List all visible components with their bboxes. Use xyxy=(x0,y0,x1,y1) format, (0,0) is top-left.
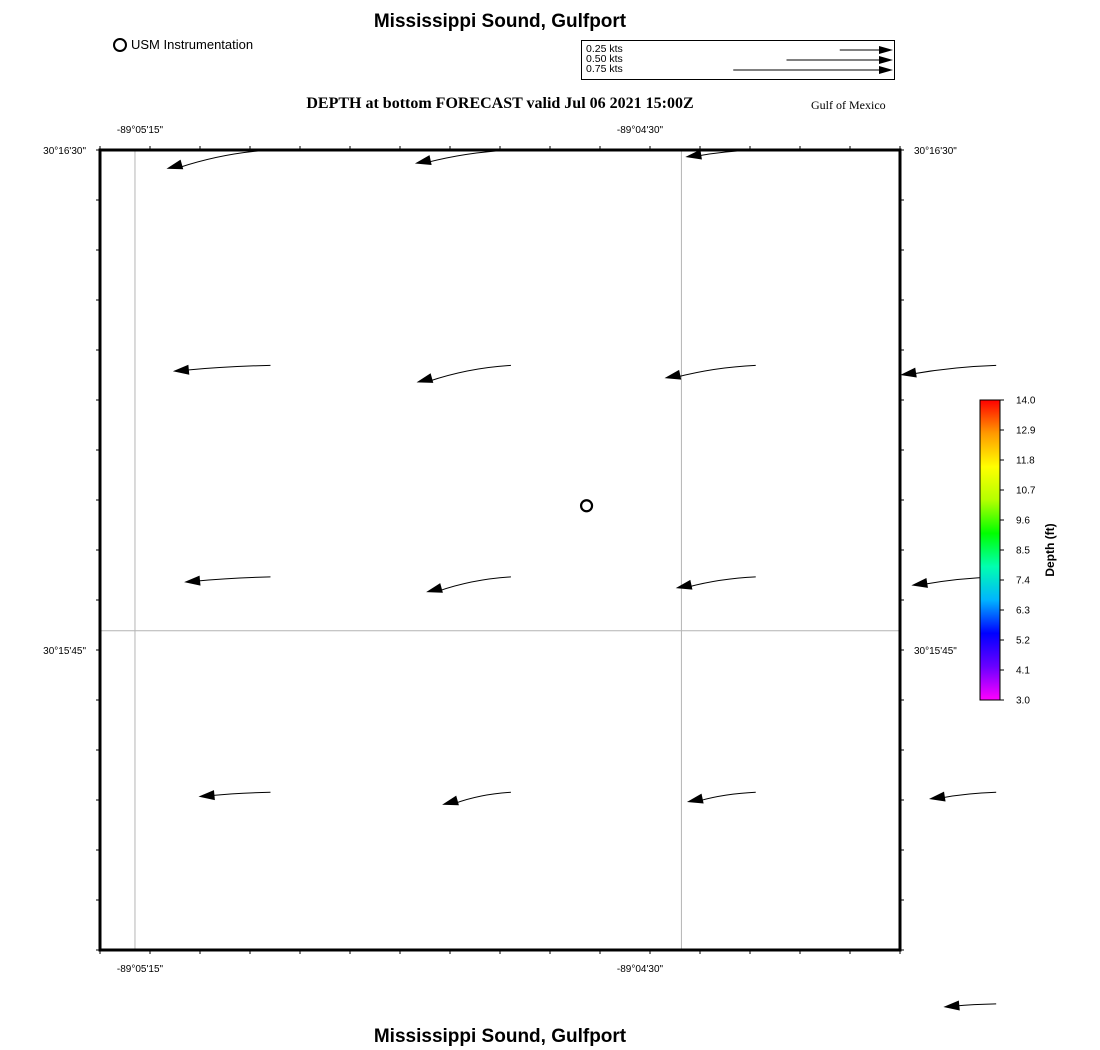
colorbar-tick-label: 14.0 xyxy=(1016,395,1036,407)
colorbar-title: Depth (ft) xyxy=(1043,523,1057,577)
current-arrowhead xyxy=(900,368,917,378)
current-arrowhead xyxy=(665,370,682,380)
colorbar-tick-label: 9.6 xyxy=(1016,515,1030,527)
colorbar-tick-label: 6.3 xyxy=(1016,605,1030,617)
current-arrowhead xyxy=(173,365,189,375)
speed-scale-arrowhead xyxy=(879,46,893,54)
forecast-title: DEPTH at bottom FORECAST valid Jul 06 2021 15:00Z xyxy=(306,95,694,112)
current-vector xyxy=(185,365,271,370)
lat-tick-label: 30°16'30" xyxy=(914,146,957,157)
speed-scale-arrowhead xyxy=(879,56,893,64)
map-frame xyxy=(100,150,900,950)
current-arrowhead xyxy=(417,373,434,383)
current-vector xyxy=(912,365,996,374)
colorbar-tick-label: 4.1 xyxy=(1016,665,1030,677)
current-vector xyxy=(677,365,756,377)
current-vector xyxy=(955,1004,996,1006)
current-arrowhead xyxy=(687,794,704,804)
colorbar-tick-label: 7.4 xyxy=(1016,575,1030,587)
lon-tick-label: -89°04'30" xyxy=(616,125,664,136)
colorbar-tick-label: 11.8 xyxy=(1016,455,1035,467)
current-vector xyxy=(429,365,511,381)
current-vector xyxy=(438,577,511,591)
circle-icon xyxy=(581,500,592,511)
speed-scale-label: 0.50 kts xyxy=(586,53,623,65)
speed-scale-label: 0.75 kts xyxy=(586,63,623,75)
depth-colorbar xyxy=(980,396,1057,707)
current-vector xyxy=(454,792,511,803)
current-arrowhead xyxy=(442,796,459,806)
current-vector xyxy=(688,577,756,587)
current-vector xyxy=(178,150,270,168)
lon-tick-label: -89°05'15" xyxy=(116,964,164,975)
speed-scale-arrowhead xyxy=(879,66,893,74)
footer-title: Mississippi Sound, Gulfport xyxy=(373,1026,627,1047)
current-vector xyxy=(427,150,511,162)
lon-tick-label: -89°05'15" xyxy=(116,125,164,136)
map-title: Mississippi Sound, Gulfport xyxy=(373,11,627,32)
lat-tick-label: 30°15'45" xyxy=(43,646,86,657)
current-arrowhead xyxy=(943,1001,959,1011)
lat-tick-label: 30°16'30" xyxy=(43,146,86,157)
current-vector xyxy=(196,577,270,581)
current-arrowhead xyxy=(929,792,946,802)
current-arrowhead xyxy=(426,583,443,593)
colorbar-tick-label: 12.9 xyxy=(1016,425,1036,437)
current-arrowhead xyxy=(911,578,928,588)
marker-legend-label: USM Instrumentation xyxy=(131,37,254,52)
colorbar-tick-label: 10.7 xyxy=(1016,485,1036,497)
region-label: Gulf of Mexico xyxy=(811,98,886,112)
current-vector xyxy=(941,792,996,798)
lat-tick-label: 30°15'45" xyxy=(914,646,957,657)
current-arrowhead xyxy=(415,155,432,165)
current-vector xyxy=(210,792,270,795)
colorbar-tick-label: 8.5 xyxy=(1016,545,1030,557)
lon-tick-label: -89°04'30" xyxy=(616,964,664,975)
current-vector xyxy=(699,792,756,801)
colorbar-tick-label: 5.2 xyxy=(1016,635,1030,647)
current-arrowhead xyxy=(676,580,693,590)
speed-scale-label: 0.25 kts xyxy=(586,43,623,55)
current-arrowhead xyxy=(198,790,214,800)
current-arrowhead xyxy=(184,576,200,586)
current-arrowhead xyxy=(166,160,183,170)
colorbar-tick-label: 3.0 xyxy=(1016,695,1030,707)
